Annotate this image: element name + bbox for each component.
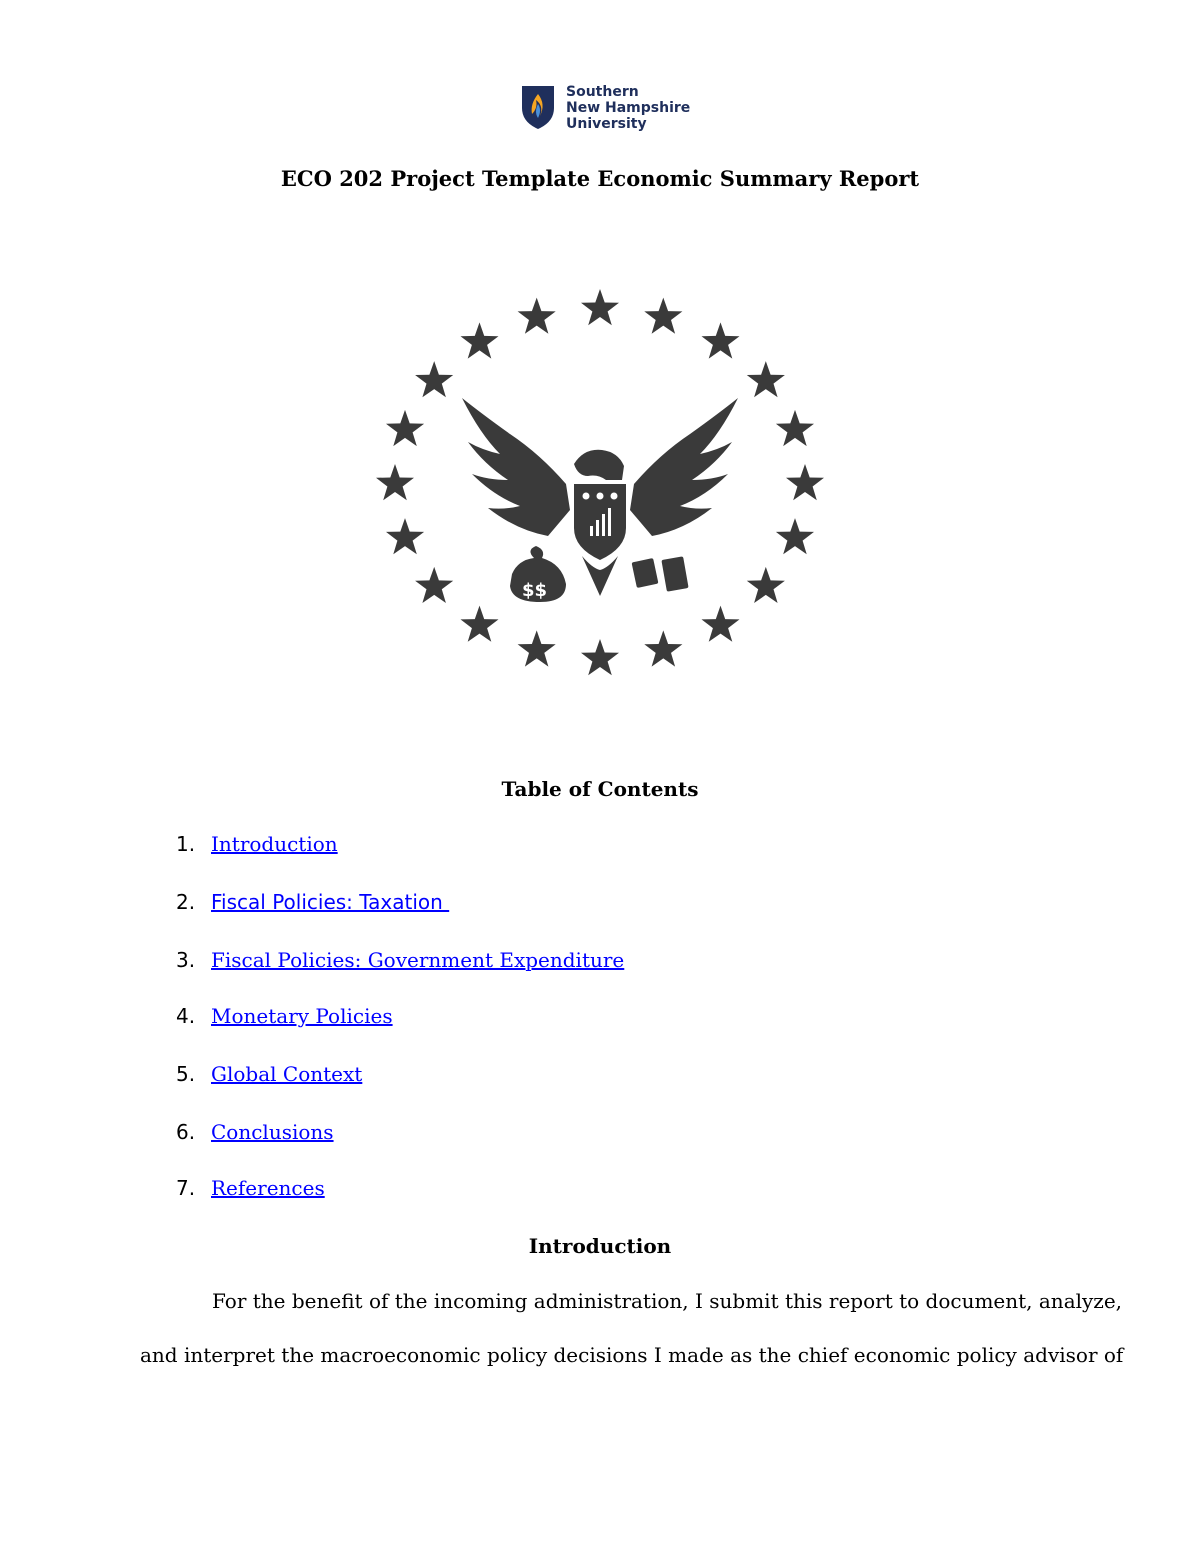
star-icon <box>386 518 424 554</box>
toc-item <box>176 1004 393 1028</box>
shield-flame-icon <box>520 84 556 130</box>
eagle-seal-icon <box>370 284 830 684</box>
star-icon <box>747 361 785 397</box>
toc-item <box>176 1120 334 1144</box>
star-icon <box>461 322 499 358</box>
toc-number: 6. <box>176 1120 196 1144</box>
star-icon <box>644 630 682 666</box>
star-icon <box>776 410 814 446</box>
svg-text:$$: $$ <box>522 580 548 601</box>
star-icon <box>702 606 740 642</box>
toc-link-conclusions[interactable]: Conclusions <box>211 1120 334 1144</box>
toc-item <box>176 890 449 914</box>
star-icon <box>386 410 424 446</box>
toc-link-global-context[interactable]: Global Context <box>211 1062 363 1086</box>
eagle-icon <box>462 398 738 602</box>
document-title: ECO 202 Project Template Economic Summary Report <box>280 166 920 191</box>
toc-number: 2. <box>176 890 196 914</box>
logo-line-2: New Hampshire <box>566 100 691 116</box>
toc-item <box>176 1062 362 1086</box>
star-icon <box>415 361 453 397</box>
university-logo <box>520 84 700 134</box>
star-ring <box>376 289 824 675</box>
toc-number: 1. <box>176 832 196 856</box>
toc-link-fiscal-taxation[interactable]: Fiscal Policies: Taxation <box>211 890 450 914</box>
toc-number: 3. <box>176 948 196 972</box>
star-icon <box>518 630 556 666</box>
toc-heading: Table of Contents <box>501 777 699 801</box>
toc-item <box>176 832 338 856</box>
logo-line-3: University <box>566 116 647 132</box>
star-icon <box>786 464 824 500</box>
star-icon <box>702 322 740 358</box>
star-icon <box>644 298 682 334</box>
toc-number: 4. <box>176 1004 196 1028</box>
logo-line-1: Southern <box>566 84 639 100</box>
introduction-line-1: For the benefit of the incoming administration, I submit this report to document, analyze, <box>212 1289 1123 1313</box>
toc-link-monetary-policies[interactable]: Monetary Policies <box>211 1004 393 1028</box>
toc-link-introduction[interactable]: Introduction <box>211 832 338 856</box>
toc-number: 5. <box>176 1062 196 1086</box>
introduction-heading: Introduction <box>528 1234 672 1258</box>
logo-wordmark <box>566 84 690 132</box>
star-icon <box>461 606 499 642</box>
star-icon <box>776 518 814 554</box>
toc-number: 7. <box>176 1176 196 1200</box>
star-icon <box>581 639 619 675</box>
introduction-line-2: and interpret the macroeconomic policy decisions I made as the chief economic policy advisor of <box>140 1343 1124 1367</box>
toc-link-fiscal-expenditure[interactable]: Fiscal Policies: Government Expenditure <box>211 948 625 972</box>
toc-link-references[interactable]: References <box>211 1176 325 1200</box>
star-icon <box>376 464 414 500</box>
star-icon <box>581 289 619 325</box>
star-icon <box>518 298 556 334</box>
star-icon <box>415 567 453 603</box>
toc-item <box>176 1176 325 1200</box>
toc-item <box>176 948 624 972</box>
star-icon <box>747 567 785 603</box>
